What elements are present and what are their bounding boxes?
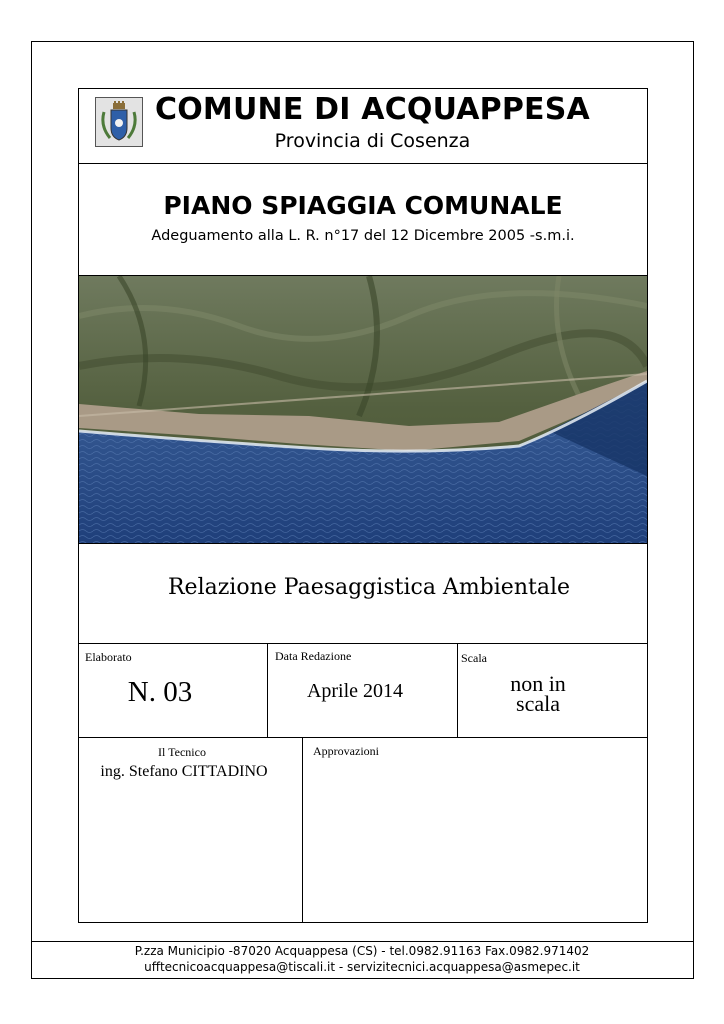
tecnico-label: Il Tecnico: [158, 745, 206, 759]
aerial-coastline-photo: [79, 276, 647, 543]
divider-info: [79, 737, 647, 738]
tecnico-name: ing. Stefano CITTADINO: [100, 763, 268, 780]
footer-address: P.zza Municipio -87020 Acquappesa (CS) - tel.0982.91163 Fax.0982.971402: [134, 944, 590, 958]
divider-footer: [31, 941, 694, 942]
municipal-crest-icon: [95, 97, 143, 147]
divider-header: [79, 163, 647, 164]
elaborato-value: N. 03: [127, 676, 193, 708]
divider-doc-title: [79, 643, 647, 644]
divider-tecnico-approvazioni: [302, 737, 303, 923]
scala-value: [458, 671, 618, 716]
footer-emails: ufftecnicoacquappesa@tiscali.it - servizitecnici.acquappesa@asmepec.it: [144, 960, 580, 974]
data-redazione-value: Aprile 2014: [306, 680, 404, 702]
municipality-title: COMUNE DI ACQUAPPESA: [155, 92, 590, 127]
elaborato-label: Elaborato: [85, 650, 132, 664]
project-title: PIANO SPIAGGIA COMUNALE: [163, 191, 563, 220]
approvazioni-label: Approvazioni: [313, 744, 379, 758]
province-subtitle: Provincia di Cosenza: [274, 130, 471, 152]
divider-photo: [79, 543, 647, 544]
scala-value-line2: scala: [516, 691, 560, 716]
scala-label: Scala: [461, 651, 487, 665]
project-subtitle: Adeguamento alla L. R. n°17 del 12 Dicembre 2005 -s.m.i.: [151, 228, 575, 244]
scala-value-line1: non in: [510, 671, 566, 696]
data-redazione-label: Data Redazione: [275, 649, 352, 663]
document-title: Relazione Paesaggistica Ambientale: [167, 575, 570, 600]
